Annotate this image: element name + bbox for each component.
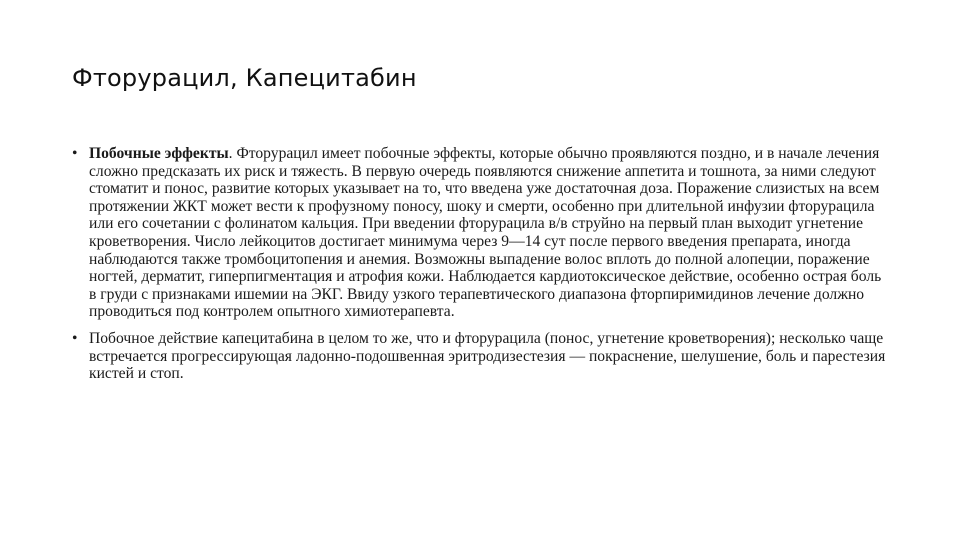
bullet-item-side-effects: [72, 145, 890, 321]
bullet-text: Побочное действие капецитабина в целом то же, что и фторурацила (понос, угнетение кроветворения); несколько чаще встречается прогрессирующая ладонно-подошвенная эритродизестезия — покраснение, шелушение, боль и парестезия кистей и стоп.: [89, 329, 886, 383]
bullet-marker: •: [72, 329, 78, 347]
bullet-lead-bold: Побочные эффекты: [89, 145, 229, 162]
slide-title: Фторурацил, Капецитабин: [72, 64, 417, 92]
bullet-list: [72, 145, 890, 392]
bullet-marker: •: [72, 145, 78, 162]
bullet-item-capecitabine: [72, 330, 890, 383]
bullet-text: . Фторурацил имеет побочные эффекты, которые обычно проявляются поздно, и в начале лечения сложно предсказать их риск и тяжесть. В первую очередь появляются снижение аппетита и тошнота, за ними следуют стоматит и понос, развитие которых указывает на то, что введена уже достаточная доза. Поражение слизистых на всем протяжении ЖКТ может вести к профузному поносу, шоку и смерти, особенно при длительной инфузии фторурацила или его сочетании с фолинатом кальция. При введении фторурацила в/в струйно на первый план выходит угнетение кроветворения. Число лейкоцитов достигает минимума через 9—14 сут после первого введения препарата, иногда наблюдаются также тромбоцитопения и анемия. Возможны выпадение волос вплоть до полной алопеции, поражение ногтей, дерматит, гиперпигментация и атрофия кожи. Наблюдается кардиотоксическое действие, особенно острая боль в груди с признаками ишемии на ЭКГ. Ввиду узкого терапевтического диапазона фторпиримидинов лечение должно проводиться под контролем опытного химиотерапевта.: [89, 145, 882, 321]
